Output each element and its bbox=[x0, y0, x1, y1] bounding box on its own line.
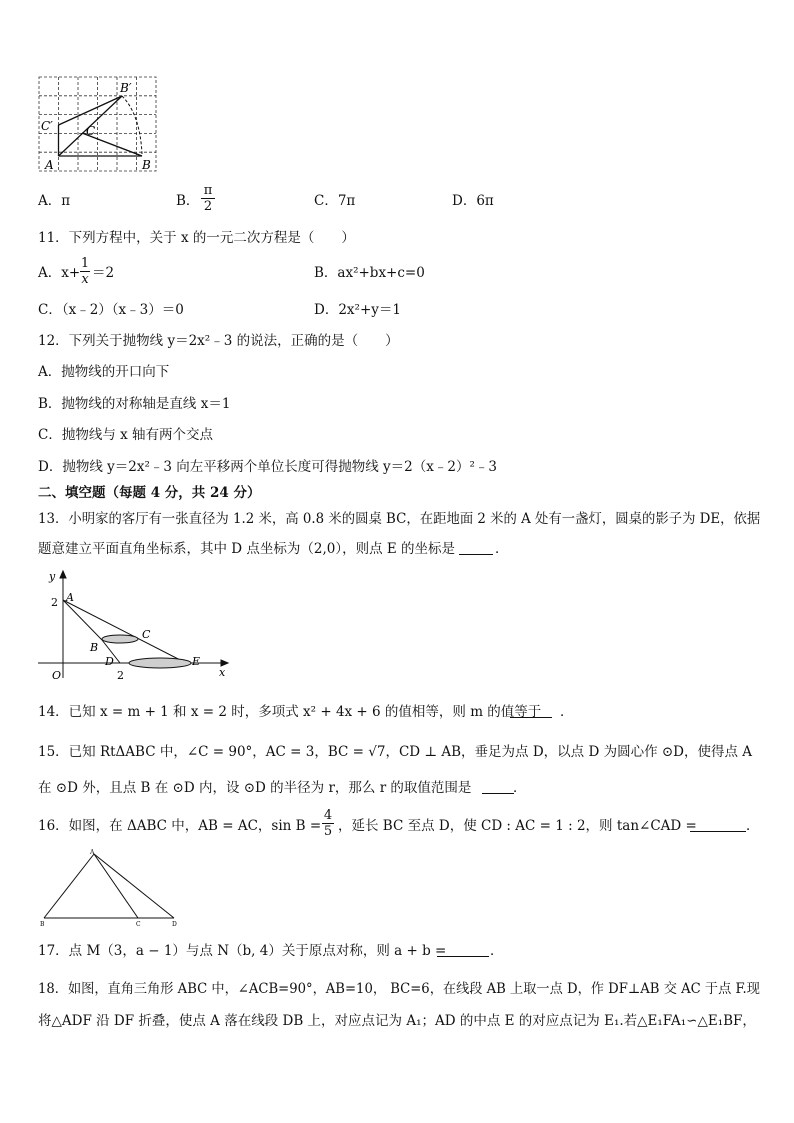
q11-option-a-numerator: 1 bbox=[80, 256, 90, 271]
q13-label-e: E bbox=[192, 655, 201, 668]
q16-answer-line bbox=[690, 817, 746, 837]
q13-label-o: O bbox=[52, 669, 62, 682]
q11-option-b: B．ax²+bx+c=0 bbox=[314, 265, 425, 281]
q10-label-c: C bbox=[86, 124, 96, 138]
q10-option-b-denominator: 2 bbox=[203, 199, 213, 214]
q13-label-c: C bbox=[142, 628, 151, 641]
q17-period: ． bbox=[490, 943, 504, 959]
q13-lamp-shadow-figure bbox=[36, 566, 236, 682]
q13-label-a: A bbox=[66, 591, 74, 604]
q12-option-a: A．抛物线的开口向下 bbox=[38, 364, 170, 380]
q11-option-d: D．2x²+y＝1 bbox=[314, 302, 401, 318]
q15-text-line2: 在 ⊙D 外，且点 B 在 ⊙D 内，设 ⊙D 的半径为 r，那么 r 的取值范围是 bbox=[38, 780, 472, 796]
q11-option-a-suffix: ＝2 bbox=[92, 265, 115, 281]
q13-label-y: y bbox=[49, 570, 56, 583]
q13-text-line1: 13．小明家的客厅有一张直径为 1.2 米，高 0.8 米的圆桌 BC，在距地面 2 米的 A 处有一盏灯，圆桌的影子为 DE，依据 bbox=[38, 511, 761, 527]
q13-period: ． bbox=[495, 541, 509, 557]
q13-label-two-x: 2 bbox=[117, 669, 124, 682]
q10-label-b: B bbox=[142, 158, 151, 172]
q10-grid-figure bbox=[36, 74, 160, 176]
q15-answer-line bbox=[482, 779, 514, 799]
q16-denominator: 5 bbox=[323, 824, 333, 839]
q11-option-a-denominator: x bbox=[81, 272, 89, 287]
q16-suffix: ，延长 BC 至点 D，使 CD : AC = 1 : 2，则 tan∠CAD = bbox=[338, 818, 697, 834]
q11-option-a-fraction bbox=[80, 256, 90, 287]
q12-stem: 12．下列关于抛物线 y＝2x²﹣3 的说法，正确的是（ ） bbox=[38, 333, 399, 349]
q16-period: ． bbox=[746, 818, 760, 834]
q10-option-d: D．6π bbox=[452, 193, 494, 209]
q13-answer-line bbox=[459, 540, 493, 560]
q10-label-c1: C′ bbox=[41, 119, 53, 133]
q17-text: 17．点 M（3，a − 1）与点 N（b, 4）关于原点对称，则 a + b = bbox=[38, 943, 447, 959]
q13-label-b: B bbox=[90, 641, 99, 654]
q12-option-d: D．抛物线 y＝2x²﹣3 向左平移两个单位长度可得抛物线 y＝2（x﹣2）²﹣3 bbox=[38, 459, 497, 475]
q13-label-two-y: 2 bbox=[51, 596, 58, 609]
q10-option-b-numerator: π bbox=[203, 183, 213, 198]
q16-label-a: A bbox=[90, 849, 95, 856]
q16-prefix: 16．如图，在 ΔABC 中，AB = AC，sin B = bbox=[38, 818, 322, 834]
q14-answer-line bbox=[510, 703, 552, 723]
q10-label-a: A bbox=[45, 158, 54, 172]
q11-stem: 11．下列方程中，关于 x 的一元二次方程是（ ） bbox=[38, 230, 355, 246]
q10-option-b-prefix: B． bbox=[176, 193, 200, 209]
q16-numerator: 4 bbox=[323, 808, 333, 823]
q16-label-d: D bbox=[172, 921, 177, 928]
q15-period: ． bbox=[513, 780, 527, 796]
q12-option-b: B．抛物线的对称轴是直线 x＝1 bbox=[38, 396, 231, 412]
q16-label-b: B bbox=[40, 921, 45, 928]
q10-label-b1: B′ bbox=[120, 81, 132, 95]
q10-option-b-fraction bbox=[201, 183, 215, 214]
q14-text: 14．已知 x = m + 1 和 x = 2 时，多项式 x² + 4x + 6 的值相等，则 m 的值等于 bbox=[38, 704, 542, 720]
q10-option-c: C．7π bbox=[314, 193, 356, 209]
section-heading-fill-in: 二、填空题（每题 4 分，共 24 分） bbox=[38, 485, 261, 501]
q16-triangle-figure bbox=[38, 848, 188, 928]
q15-text-line1: 15．已知 RtΔABC 中，∠C = 90°，AC = 3，BC = √7，CD ⊥ AB，垂足为点 D，以点 D 为圆心作 ⊙D，使得点 A bbox=[38, 744, 753, 760]
q11-option-a-prefix: A．x+ bbox=[38, 265, 81, 281]
q12-option-c: C．抛物线与 x 轴有两个交点 bbox=[38, 427, 214, 443]
q16-label-c: C bbox=[136, 921, 141, 928]
q13-label-x: x bbox=[219, 666, 226, 679]
q10-option-a: A．π bbox=[38, 193, 71, 209]
q14-period: ． bbox=[560, 704, 574, 720]
q18-text-line1: 18．如图，直角三角形 ABC 中，∠ACB=90°，AB=10， BC=6，在线段 AB 上取一点 D，作 DF⊥AB 交 AC 于点 F.现 bbox=[38, 981, 760, 997]
q11-option-c: C．（x﹣2）（x﹣3）＝0 bbox=[38, 302, 184, 318]
q16-fraction bbox=[322, 808, 334, 839]
q17-answer-line bbox=[437, 942, 489, 962]
q13-label-d: D bbox=[105, 655, 114, 668]
q13-text-line2: 题意建立平面直角坐标系，其中 D 点坐标为（2,0），则点 E 的坐标是 bbox=[38, 541, 456, 557]
q18-text-line2: 将△ADF 沿 DF 折叠，使点 A 落在线段 DB 上，对应点记为 A₁；AD 的中点 E 的对应点记为 E₁.若△E₁FA₁∽△E₁BF， bbox=[38, 1013, 756, 1029]
